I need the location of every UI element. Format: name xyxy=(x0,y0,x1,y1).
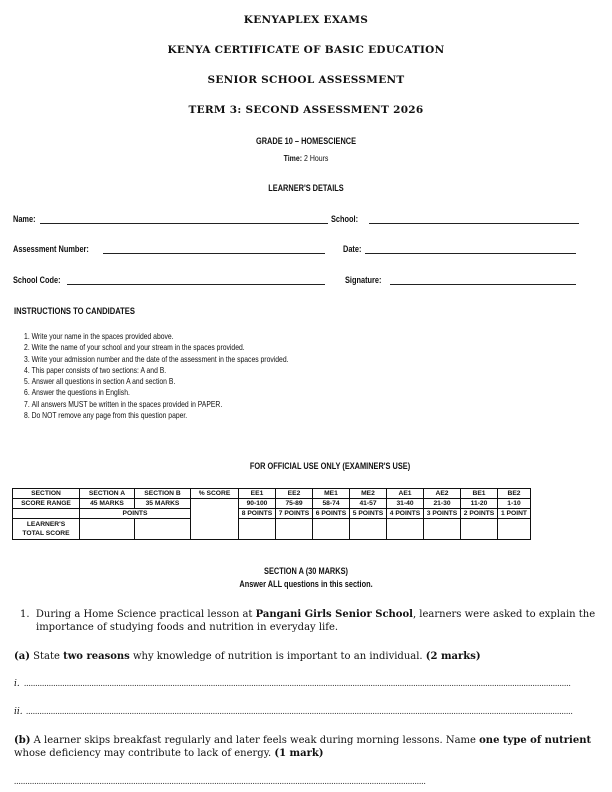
question-1-text-pre: During a Home Science practical lesson at xyxy=(35,609,256,620)
header-section-b: SECTION B xyxy=(135,489,191,499)
points-cell: 1 POINT xyxy=(498,509,531,519)
range-cell: 31-40 xyxy=(387,499,424,509)
name-label: Name: xyxy=(13,214,36,224)
answer-ii-line[interactable]: ................................................................................................................................................................................................................................................... xyxy=(26,706,573,716)
part-a-pre: State xyxy=(29,651,64,662)
range-cell: 11-20 xyxy=(461,499,498,509)
points-cell: 5 POINTS xyxy=(350,509,387,519)
section-b-score-cell[interactable] xyxy=(135,519,191,540)
certificate-title: KENYA CERTIFICATE OF BASIC EDUCATION xyxy=(167,44,445,56)
name-field[interactable] xyxy=(40,223,328,224)
level-score-cell xyxy=(424,519,461,540)
points-cell: 6 POINTS xyxy=(313,509,350,519)
range-cell: 41-57 xyxy=(350,499,387,509)
part-b-label: (b) xyxy=(14,735,31,746)
percent-score-cell xyxy=(191,499,239,540)
school-code-label: School Code: xyxy=(13,275,61,285)
header-section-a: SECTION A xyxy=(80,489,135,499)
question-number: 1. xyxy=(20,609,30,620)
date-field[interactable] xyxy=(365,253,576,254)
school-field[interactable] xyxy=(369,223,579,224)
header-level: EE1 xyxy=(239,489,276,499)
header-level: ME2 xyxy=(350,489,387,499)
section-a-title: SECTION A (30 MARKS) xyxy=(264,566,348,576)
part-b-post: whose deficiency may contribute to lack of energy. xyxy=(14,748,275,759)
official-use-heading: FOR OFFICIAL USE ONLY (EXAMINER'S USE) xyxy=(249,461,411,471)
school-name-bold: Pangani Girls Senior School xyxy=(255,609,413,620)
instruction-item: 8. Do NOT remove any page from this question paper. xyxy=(32,410,432,421)
instruction-item: 7. All answers MUST be written in the spaces provided in PAPER. xyxy=(32,399,432,410)
learner-total-label xyxy=(13,519,80,540)
answer-ii-label: ii. xyxy=(14,707,23,717)
date-label: Date: xyxy=(343,244,362,254)
section-b-marks: 35 MARKS xyxy=(135,499,191,509)
instruction-item: 6. Answer the questions in English. xyxy=(32,387,432,398)
range-cell: 21-30 xyxy=(424,499,461,509)
points-cell: 3 POINTS xyxy=(424,509,461,519)
instruction-item: 3. Write your admission number and the date of the assessment in the spaces provided. xyxy=(32,354,432,365)
answer-i-line[interactable]: ................................................................................................................................................................................................................................................... xyxy=(24,678,571,688)
instructions-heading: INSTRUCTIONS TO CANDIDATES xyxy=(14,306,135,317)
header-percent-score: % SCORE xyxy=(191,489,239,499)
learner-total-line2: TOTAL SCORE xyxy=(22,530,70,537)
range-cell: 1-10 xyxy=(498,499,531,509)
header-level: AE1 xyxy=(387,489,424,499)
level-score-cell xyxy=(276,519,313,540)
instructions-list xyxy=(14,331,432,421)
term-title: TERM 3: SECOND ASSESSMENT 2026 xyxy=(188,104,424,116)
assessment-number-label: Assessment Number: xyxy=(13,244,89,254)
points-cell: 4 POINTS xyxy=(387,509,424,519)
instruction-item: 1. Write your name in the spaces provided above. xyxy=(32,331,432,342)
assessment-title: SENIOR SCHOOL ASSESSMENT xyxy=(207,74,405,86)
points-cell: 2 POINTS xyxy=(461,509,498,519)
level-score-cell xyxy=(350,519,387,540)
part-b-marks: (1 mark) xyxy=(274,748,324,759)
grade-subject: GRADE 10 – HOMESCIENCE xyxy=(255,136,357,146)
question-1a xyxy=(14,650,594,663)
points-cell: 7 POINTS xyxy=(276,509,313,519)
header-level: EE2 xyxy=(276,489,313,499)
section-a-subtitle: Answer ALL questions in this section. xyxy=(239,579,373,589)
header-level: BE2 xyxy=(498,489,531,499)
part-a-post: why knowledge of nutrition is important to an individual. xyxy=(129,651,426,662)
examiner-score-table xyxy=(12,488,531,540)
instruction-item: 5. Answer all questions in section A and section B. xyxy=(32,376,432,387)
question-1b xyxy=(14,734,598,760)
header-section: SECTION xyxy=(13,489,80,499)
points-label: POINTS xyxy=(80,509,191,519)
school-code-field[interactable] xyxy=(67,284,325,285)
level-score-cell xyxy=(239,519,276,540)
range-cell: 58-74 xyxy=(313,499,350,509)
header-level: AE2 xyxy=(424,489,461,499)
part-b-bold: one type of nutrient xyxy=(479,735,592,746)
signature-field[interactable] xyxy=(390,284,576,285)
answer-i-label: i. xyxy=(14,679,20,689)
part-a-marks: (2 marks) xyxy=(425,651,481,662)
points-cell: 8 POINTS xyxy=(239,509,276,519)
header-level: ME1 xyxy=(313,489,350,499)
instruction-item: 4. This paper consists of two sections: A and B. xyxy=(32,365,432,376)
exam-org-title: KENYAPLEX EXAMS xyxy=(243,14,369,26)
points-label-spacer xyxy=(13,509,80,519)
part-a-bold: two reasons xyxy=(63,651,130,662)
assessment-number-field[interactable] xyxy=(103,253,325,254)
level-score-cell xyxy=(313,519,350,540)
level-score-cell xyxy=(387,519,424,540)
instruction-item: 2. Write the name of your school and your stream in the spaces provided. xyxy=(32,342,432,353)
question-1-stem xyxy=(20,608,596,634)
level-score-cell xyxy=(498,519,531,540)
school-label: School: xyxy=(331,214,359,224)
level-score-cell xyxy=(461,519,498,540)
range-cell: 75-89 xyxy=(276,499,313,509)
question-1-text-post: , learners were asked to explain the importance of studying foods and nutrition in everyday life. xyxy=(36,609,596,633)
time-line xyxy=(55,153,557,163)
answer-b-line[interactable]: ....................................................................................................................................................................................... xyxy=(14,776,426,786)
learner-details-heading: LEARNER'S DETAILS xyxy=(268,183,344,193)
score-range-label: SCORE RANGE xyxy=(13,499,80,509)
part-b-pre: A learner skips breakfast regularly and later feels weak during morning lessons. Name xyxy=(30,735,480,746)
time-label: Time: xyxy=(283,153,303,163)
header-level: BE1 xyxy=(461,489,498,499)
part-a-label: (a) xyxy=(14,651,30,662)
range-cell: 90-100 xyxy=(239,499,276,509)
section-a-marks: 45 MARKS xyxy=(80,499,135,509)
time-value: 2 Hours xyxy=(304,153,329,163)
learner-total-line1: LEARNER'S xyxy=(26,521,66,528)
section-a-score-cell[interactable] xyxy=(80,519,135,540)
signature-label: Signature: xyxy=(345,275,382,285)
